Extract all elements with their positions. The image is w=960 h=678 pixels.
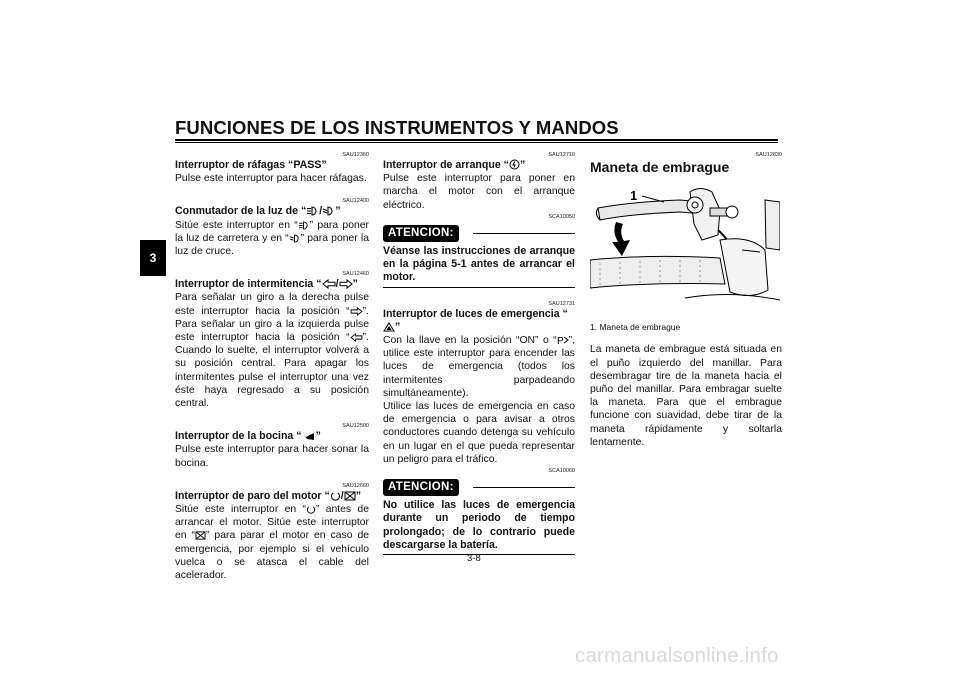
dimmer-switch-title: Conmutador de la luz de “ / ” [175, 205, 341, 218]
ref-code: SCA10060 [548, 468, 575, 475]
watermark: carmanualsonline.info [575, 644, 779, 667]
ref-code: SAU12500 [342, 423, 369, 430]
horn-switch-text: Pulse este interruptor para hacer sonar la bocina. [175, 444, 369, 469]
chapter-tab: 3 [140, 240, 166, 276]
hazard-switch-text: Con la llave en la posición “ON” o “ P ”, utilice este interruptor para encender las luces de emergencia (todos los intermitentes parpadeando simultáneamente). [383, 335, 575, 399]
start-switch-text: Pulse este interruptor para poner en marcha el motor con el arranque eléctrico. [383, 173, 575, 211]
caution-banner [383, 225, 575, 242]
hazard-switch-title: Interruptor de luces de emergencia “” [383, 307, 568, 333]
start-switch-title: Interruptor de arranque “ ” [383, 159, 526, 171]
ref-code: SAU12710 [548, 152, 575, 158]
caution-label: ATENCION: [383, 225, 459, 242]
high-beam-icon [306, 206, 319, 216]
turn-right-icon [339, 279, 353, 289]
hazard-usage-text: Utilice las luces de emergencia en caso de emergencia o para avisar a otros conductores cuando detenga su vehículo en un lugar en el que pueda representar un peligro para el tráfico. [383, 401, 575, 465]
hazard-icon [383, 322, 395, 332]
engine-stop-switch-title: Interruptor de paro del motor “ / ” [175, 489, 362, 502]
turn-left-icon [322, 279, 336, 289]
page-header-title: FUNCIONES DE LOS INSTRUMENTOS Y MANDOS [175, 117, 619, 138]
run-icon [330, 491, 341, 501]
column-2 [383, 150, 575, 555]
ref-code: SAU12660 [342, 482, 369, 489]
start-icon [509, 159, 520, 170]
horn-switch-title: Interruptor de la bocina “ ” [175, 430, 321, 443]
caution-label: ATENCION: [383, 479, 459, 496]
caution-text: No utilice las luces de emergencia durante un periodo de tiempo prolongado; de lo contrario puede descargarse la batería. [383, 499, 575, 551]
clutch-lever-text: La maneta de embrague está situada en el puño izquierdo del manillar. Para desembragar tire de la maneta hacia el puño del manillar. Para embragar suelte la maneta. Para que el embrague funcione con suavidad, debe tirar de la maneta rápidamente y soltarla lentamente. [590, 344, 782, 448]
figure-callout-1: 1 [630, 188, 638, 204]
page-number: 3-8 [467, 553, 481, 564]
parking-icon [557, 335, 569, 345]
clutch-lever-figure [590, 180, 780, 315]
ref-code: SAU12830 [755, 152, 782, 158]
ref-code: SAU12400 [342, 198, 369, 205]
ref-code: SAU12460 [342, 271, 369, 278]
turn-signal-switch-title: Interruptor de intermitencia “ / ” [175, 278, 358, 291]
column-3 [590, 150, 782, 449]
figure-caption: 1. Maneta de embrague [590, 322, 681, 333]
pass-switch-title: Interruptor de ráfagas “PASS” [175, 159, 327, 171]
clutch-lever-illustration [590, 180, 780, 315]
ref-code: SAU12731 [548, 300, 575, 307]
turn-signal-switch-text: Para señalar un giro a la derecha pulse este interruptor hacia la posición “ ”. Para señalar un giro a la izquierda pulse este interruptor hacia la posición “ ”. Cuando lo suelte, el interruptor volverá a su posición central. Para apagar los intermitentes pulse el interruptor una vez éste haya regresado a su posición central. [175, 292, 369, 410]
stop-icon [195, 531, 206, 540]
ref-code: SAU12360 [342, 152, 369, 158]
ref-code: SCA10050 [548, 213, 575, 220]
run-icon [306, 505, 316, 514]
header-rule-thin [175, 142, 778, 143]
engine-stop-switch-text: Sitúe este interruptor en “ ” antes de arrancar el motor. Sitúe este interruptor en “ ” para parar el motor en caso de emergencia, por ejemplo si el vehículo vuelca o se atasca el cable del acelerador. [175, 504, 370, 582]
high-beam-icon [298, 221, 310, 230]
caution-banner [383, 479, 575, 496]
svg-text:P: P [556, 336, 564, 346]
turn-left-icon [350, 333, 363, 342]
dimmer-switch-text: Sitúe este interruptor en “ ” para poner la luz de carretera y en “ ” para poner la luz de cruce. [175, 219, 369, 258]
pass-switch-text: Pulse este interruptor para hacer ráfagas. [175, 173, 367, 185]
stop-icon [344, 491, 356, 501]
low-beam-icon [289, 234, 301, 243]
horn-icon [302, 431, 316, 441]
turn-right-icon [350, 307, 363, 316]
low-beam-icon [322, 206, 335, 216]
header-rule [175, 139, 778, 141]
clutch-lever-title: Maneta de embrague [590, 159, 730, 175]
column-1 [175, 150, 369, 582]
caution-text: Véanse las instrucciones de arranque en la página 5-1 antes de arrancar el motor. [383, 245, 575, 284]
